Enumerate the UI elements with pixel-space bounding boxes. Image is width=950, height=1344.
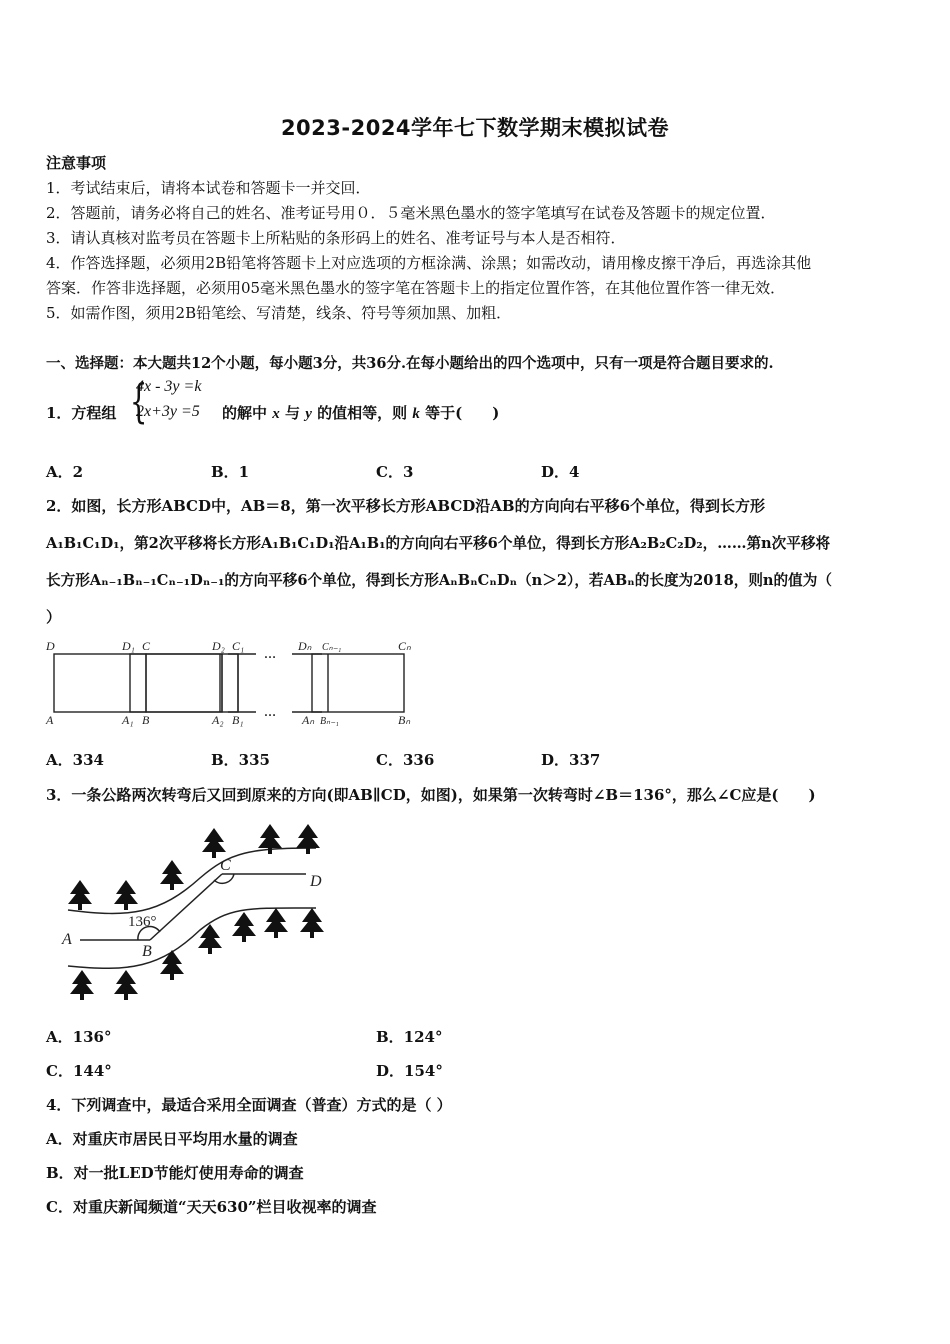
section-heading: 一、选择题：本大题共12个小题，每小题3分，共36分.在每小题给出的四个选项中，只有一项是符合题目要求的.: [46, 355, 774, 372]
notice-item: 1．考试结束后，请将本试卷和答题卡一并交回．: [46, 179, 371, 197]
tree-icon: [232, 912, 256, 942]
label-d1: D₁: [122, 639, 135, 653]
tree-icon: [296, 824, 320, 854]
notice-item: 2．答题前，请务必将自己的姓名、准考证号用０．５毫米黑色墨水的签字笔填写在试卷及答题卡的规定位置．: [46, 204, 776, 222]
label-cn-1: Cₙ₋₁: [322, 642, 342, 653]
label-a: A: [46, 713, 54, 727]
notice-item: 3．请认真核对监考员在答题卡上所粘贴的条形码上的姓名、准考证号与本人是否相符．: [46, 229, 626, 247]
brace-symbol: {: [129, 374, 148, 428]
tree-icon: [114, 970, 138, 1000]
q2-option-d[interactable]: D．337: [541, 751, 601, 769]
label-c: C: [220, 857, 231, 874]
label-c1: C₁: [232, 639, 245, 653]
tree-icon: [160, 860, 184, 890]
q1-stem: [222, 402, 499, 423]
q4-option-c[interactable]: C．对重庆新闻频道“天天630”栏目收视率的调查: [46, 1198, 377, 1216]
q2-option-c[interactable]: C．336: [376, 751, 435, 769]
notice-item: 4．作答选择题，必须用2B铅笔将答题卡上对应选项的方框涂满、涂黑；如需改动，请用橡皮擦干净后，再选涂其他: [46, 254, 812, 272]
equation-2: 2x+3y =5: [136, 403, 200, 420]
tree-icon: [68, 880, 92, 910]
notice-heading: 注意事项: [46, 154, 107, 172]
translation-rectangles-figure: [44, 636, 424, 732]
ellipsis-bottom: …: [264, 705, 276, 719]
q2-line: A₁B₁C₁D₁，第2次平移将长方形A₁B₁C₁D₁沿A₁B₁的方向向右平移6个单位，得到长方形A₂B₂C₂D₂，……第n次平移将: [46, 535, 831, 552]
var-x: x: [272, 406, 280, 422]
q4-text: 4．下列调查中，最适合采用全面调查（普查）方式的是（ ）: [46, 1096, 452, 1114]
q3-option-a[interactable]: A．136°: [46, 1028, 112, 1046]
tree-icon: [300, 908, 324, 938]
road-upper-edge: [68, 848, 316, 913]
label-b: B: [142, 943, 152, 960]
q4-option-b[interactable]: B．对一批LED节能灯使用寿命的调查: [46, 1164, 304, 1182]
q3-text: 3．一条公路两次转弯后又回到原来的方向(即AB∥CD，如图)，如果第一次转弯时∠B＝136°，那么∠C应是( ): [46, 786, 816, 804]
q1-text-c: 等于( ): [425, 404, 500, 422]
rectangle-n: [312, 654, 404, 712]
q1-option-a[interactable]: A．2: [46, 463, 84, 481]
label-d: D: [310, 873, 322, 890]
label-bn-1: Bₙ₋₁: [320, 716, 339, 727]
q1-option-b[interactable]: B．1: [211, 463, 250, 481]
q1-text-b: 的值相等，则: [317, 404, 408, 422]
label-dn: Dₙ: [298, 639, 312, 653]
label-cn: Cₙ: [398, 639, 411, 653]
label-b: B: [142, 713, 150, 727]
q2-line: ）: [46, 608, 62, 626]
q3-option-c[interactable]: C．144°: [46, 1062, 112, 1080]
label-an: Aₙ: [302, 713, 315, 727]
q3-option-d[interactable]: D．154°: [376, 1062, 443, 1080]
q3-option-b[interactable]: B．124°: [376, 1028, 443, 1046]
q1-text-a: 的解中: [222, 404, 268, 422]
tree-icon: [202, 828, 226, 858]
rectangle-1: [130, 654, 222, 712]
q4-option-a[interactable]: A．对重庆市居民日平均用水量的调查: [46, 1130, 298, 1148]
rectangle-abcd: [54, 654, 146, 712]
label-a: A: [62, 931, 72, 948]
notice-item: 5．如需作图，须用2B铅笔绘、写清楚，线条、符号等须加黑、加粗．: [46, 304, 512, 322]
tree-icon: [70, 970, 94, 1000]
q1-option-d[interactable]: D．4: [541, 463, 580, 481]
q2-line: 长方形Aₙ₋₁Bₙ₋₁Cₙ₋₁Dₙ₋₁的方向平移6个单位，得到长方形AₙBₙCₙDₙ（n＞2），若ABₙ的长度为2018，则n的值为（: [46, 572, 832, 589]
rectangle-2: [146, 654, 238, 712]
angle-label: 136°: [128, 914, 157, 930]
label-a1: A₁: [122, 713, 134, 727]
label-b1: B₁: [232, 713, 244, 727]
q1-text-mid: 与: [284, 404, 300, 422]
label-bn: Bₙ: [398, 713, 411, 727]
equation-1: 4x - 3y =k: [136, 378, 202, 395]
label-d2: D₂: [212, 639, 225, 653]
label-a2: A₂: [212, 713, 224, 727]
ellipsis-top: …: [264, 647, 276, 661]
q1-prefix: 1．方程组: [46, 404, 117, 422]
var-k: k: [412, 406, 420, 422]
q2-line: 2．如图，长方形ABCD中，AB＝8，第一次平移长方形ABCD沿AB的方向向右平移6个单位，得到长方形: [46, 497, 766, 515]
var-y: y: [305, 406, 312, 422]
label-c: C: [142, 639, 151, 653]
q2-option-a[interactable]: A．334: [46, 751, 104, 769]
page-title: 2023-2024学年七下数学期末模拟试卷: [280, 116, 670, 140]
tree-icons: [68, 824, 324, 1000]
label-d: D: [46, 639, 55, 653]
tree-icon: [160, 950, 184, 980]
tree-icon: [114, 880, 138, 910]
q2-option-b[interactable]: B．335: [211, 751, 270, 769]
road-figure: [50, 818, 350, 1004]
q1-option-c[interactable]: C．3: [376, 463, 414, 481]
tree-icon: [264, 908, 288, 938]
notice-item: 答案．作答非选择题，必须用05毫米黑色墨水的签字笔在答题卡上的指定位置作答，在其他位置作答一律无效．: [46, 279, 786, 297]
equation-system: [124, 376, 216, 428]
